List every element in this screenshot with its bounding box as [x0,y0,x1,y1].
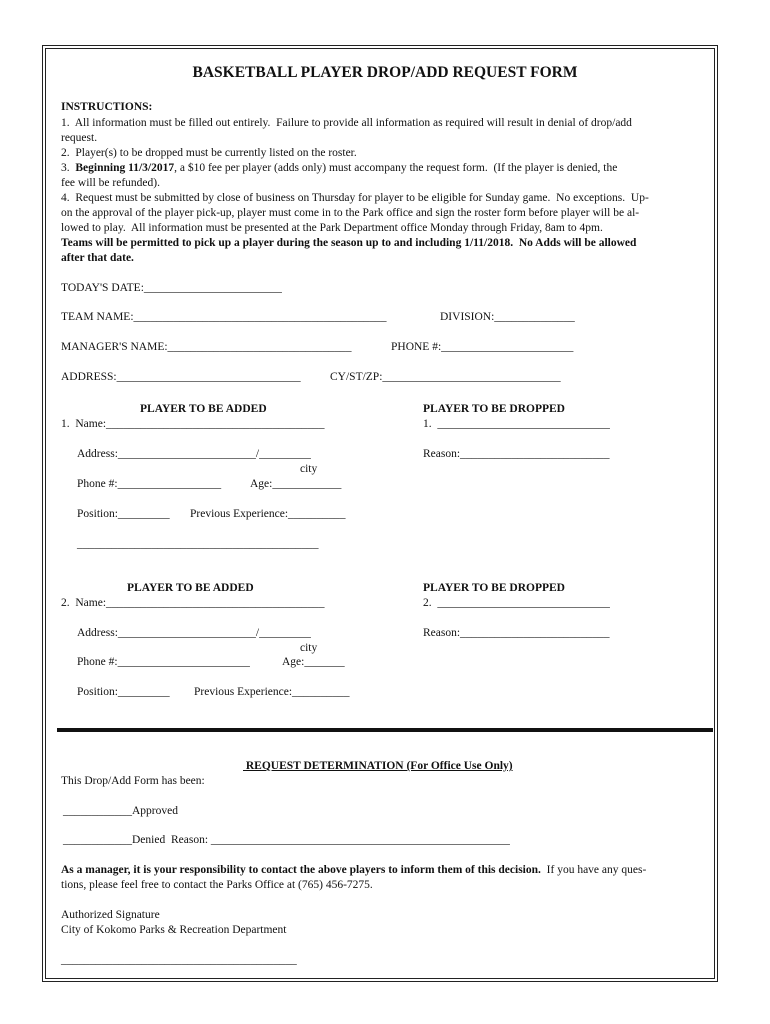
dropped-player-field[interactable]: 2. ______________________________ [423,597,610,609]
instruction-line: lowed to play. All information must be presented at the Park Department office Monday through Friday, 8am to 4pm. [61,222,603,234]
authorized-signature-label: Authorized Signature [61,909,160,921]
instruction-number: 3. [61,162,76,174]
manager-notice-rest: If you have any ques- [540,864,647,876]
phone-field[interactable]: PHONE #:_______________________ [391,341,574,353]
player-experience-field[interactable]: Previous Experience:__________ [190,508,346,520]
player-age-field[interactable]: Age:____________ [250,478,342,490]
instruction-fee-text: , a $10 fee per player (adds only) must accompany the request form. (If the player is denied, the [174,162,618,174]
city-label: city [300,463,318,475]
instruction-line: fee will be refunded). [61,177,160,189]
department-label: City of Kokomo Parks & Recreation Department [61,924,287,936]
instruction-line-bold: Teams will be permitted to pick up a player during the season up to and including 1/11/2018. No Adds will be allowed [61,237,637,249]
player-phone-field[interactable]: Phone #:__________________ [77,478,222,490]
team-name-field[interactable]: TEAM NAME:____________________________________________ [61,311,387,323]
city-label: city [300,642,318,654]
player-position-field[interactable]: Position:_________ [77,508,170,520]
instruction-line: 4. Request must be submitted by close of business on Thursday for player to be eligible for Sunday game. No exceptions. Up- [61,192,649,204]
player-added-heading: PLAYER TO BE ADDED [140,403,267,415]
form-title: BASKETBALL PLAYER DROP/ADD REQUEST FORM [192,64,578,81]
player-address-field[interactable]: Address:________________________/_________ [77,448,311,460]
player-position-field[interactable]: Position:_________ [77,686,170,698]
player-age-field[interactable]: Age:_______ [282,656,345,668]
denied-reason-field[interactable]: ____________Denied Reason: ____________________________________________________ [63,834,510,846]
manager-notice-bold: As a manager, it is your responsibility to contact the above players to inform them of this decision. [61,864,541,876]
managers-name-field[interactable]: MANAGER'S NAME:________________________________ [61,341,352,353]
determination-statement: This Drop/Add Form has been: [61,775,205,787]
player-extra-line[interactable]: __________________________________________ [77,538,319,550]
signature-line[interactable]: _________________________________________ [61,954,297,966]
player-added-heading: PLAYER TO BE ADDED [127,582,254,594]
instruction-line: request. [61,132,98,144]
reason-field[interactable]: Reason:__________________________ [423,627,610,639]
instructions-heading: INSTRUCTIONS: [61,101,153,113]
player-address-field[interactable]: Address:________________________/_________ [77,627,311,639]
division-field[interactable]: DIVISION:______________ [440,311,575,323]
player-experience-field[interactable]: Previous Experience:__________ [194,686,350,698]
section-divider [57,728,713,732]
manager-notice [61,863,646,878]
player-name-field[interactable]: 1. Name:______________________________________ [61,418,325,430]
address-field[interactable]: ADDRESS:________________________________ [61,371,301,383]
instruction-line [61,161,617,176]
player-phone-field[interactable]: Phone #:_______________________ [77,656,250,668]
player-name-field[interactable]: 2. Name:______________________________________ [61,597,325,609]
player-dropped-heading: PLAYER TO BE DROPPED [423,403,565,415]
instruction-line: 1. All information must be filled out entirely. Failure to provide all information as required will result in denial of drop/add [61,117,632,129]
cystzp-field[interactable]: CY/ST/ZP:_______________________________ [330,371,561,383]
instruction-date-bold: Beginning 11/3/2017 [75,162,175,174]
todays-date-field[interactable]: TODAY'S DATE:________________________ [61,282,282,294]
approved-field[interactable]: ____________Approved [63,805,178,817]
reason-field[interactable]: Reason:__________________________ [423,448,610,460]
player-dropped-heading: PLAYER TO BE DROPPED [423,582,565,594]
dropped-player-field[interactable]: 1. ______________________________ [423,418,610,430]
instruction-line: on the approval of the player pick-up, player must come in to the Park office and sign the roster form before player will be al- [61,207,640,219]
determination-heading: REQUEST DETERMINATION (For Office Use Only) [243,760,513,772]
manager-notice-line2: tions, please feel free to contact the Parks Office at (765) 456-7275. [61,879,373,891]
instruction-line: 2. Player(s) to be dropped must be currently listed on the roster. [61,147,357,159]
instruction-line-bold: after that date. [61,252,134,264]
